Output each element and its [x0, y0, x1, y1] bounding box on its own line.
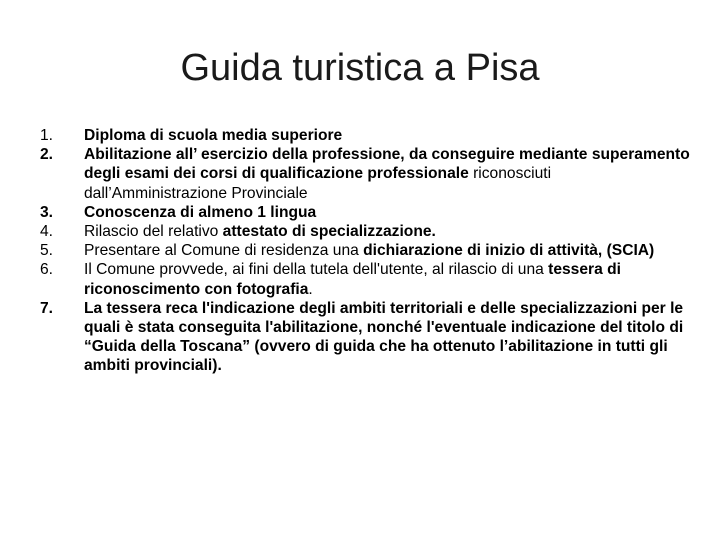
list-item-number: 4. [40, 223, 54, 241]
list-item [40, 145, 690, 203]
slide-title: Guida turistica a Pisa [180, 47, 540, 89]
list-item-text [84, 203, 690, 222]
list-item [40, 203, 690, 222]
list-item-number: 7. [40, 299, 54, 317]
list-item [40, 241, 690, 260]
bold-text-run: Conoscenza di almeno 1 lingua [84, 203, 317, 221]
bold-text-run: Abilitazione all’ esercizio della professione, da conseguire mediante superamento degli esami dei corsi di qualificazione professionale [84, 146, 690, 183]
bold-text-run: La tessera reca l'indicazione degli ambiti territoriali e delle specializzazioni per le quali è stata conseguita l'abilitazione, nonché l'eventuale indicazione del titolo di “Guida della Toscana” (ovvero di guida che ha ottenuto l’abilitazione in tutti gli ambiti provinciali). [84, 299, 684, 375]
numbered-list [40, 126, 690, 376]
list-item-text [84, 222, 690, 241]
bold-text-run: attestato di specializzazione. [222, 223, 436, 241]
list-item-number: 2. [40, 146, 54, 164]
list-item-text [84, 145, 690, 203]
text-run: . [308, 280, 313, 298]
list-item-text [84, 299, 690, 376]
list-item-number: 6. [40, 261, 54, 279]
bold-text-run: Diploma di scuola media superiore [84, 127, 343, 144]
list-item-number: 1. [40, 127, 54, 144]
list-item-text [84, 126, 690, 145]
list-item [40, 299, 690, 376]
text-run: Il Comune provvede, ai fini della tutela dell'utente, al rilascio di una [84, 261, 549, 279]
bold-text-run: dichiarazione di inizio di attività, (SCIA) [363, 242, 655, 260]
list-item-text [84, 260, 690, 298]
list-item [40, 260, 690, 298]
bold-text-run: tessera di riconoscimento con fotografia [84, 261, 621, 298]
text-run: Rilascio del relativo [84, 223, 223, 241]
list-item-number: 3. [40, 203, 54, 221]
text-run: Presentare al Comune di residenza una [84, 242, 364, 260]
list-item-text [84, 241, 690, 260]
text-run: riconosciuti dall’Amministrazione Provinciale [84, 165, 552, 202]
list-item [40, 126, 690, 145]
list-item [40, 222, 690, 241]
list-item-number: 5. [40, 242, 54, 260]
